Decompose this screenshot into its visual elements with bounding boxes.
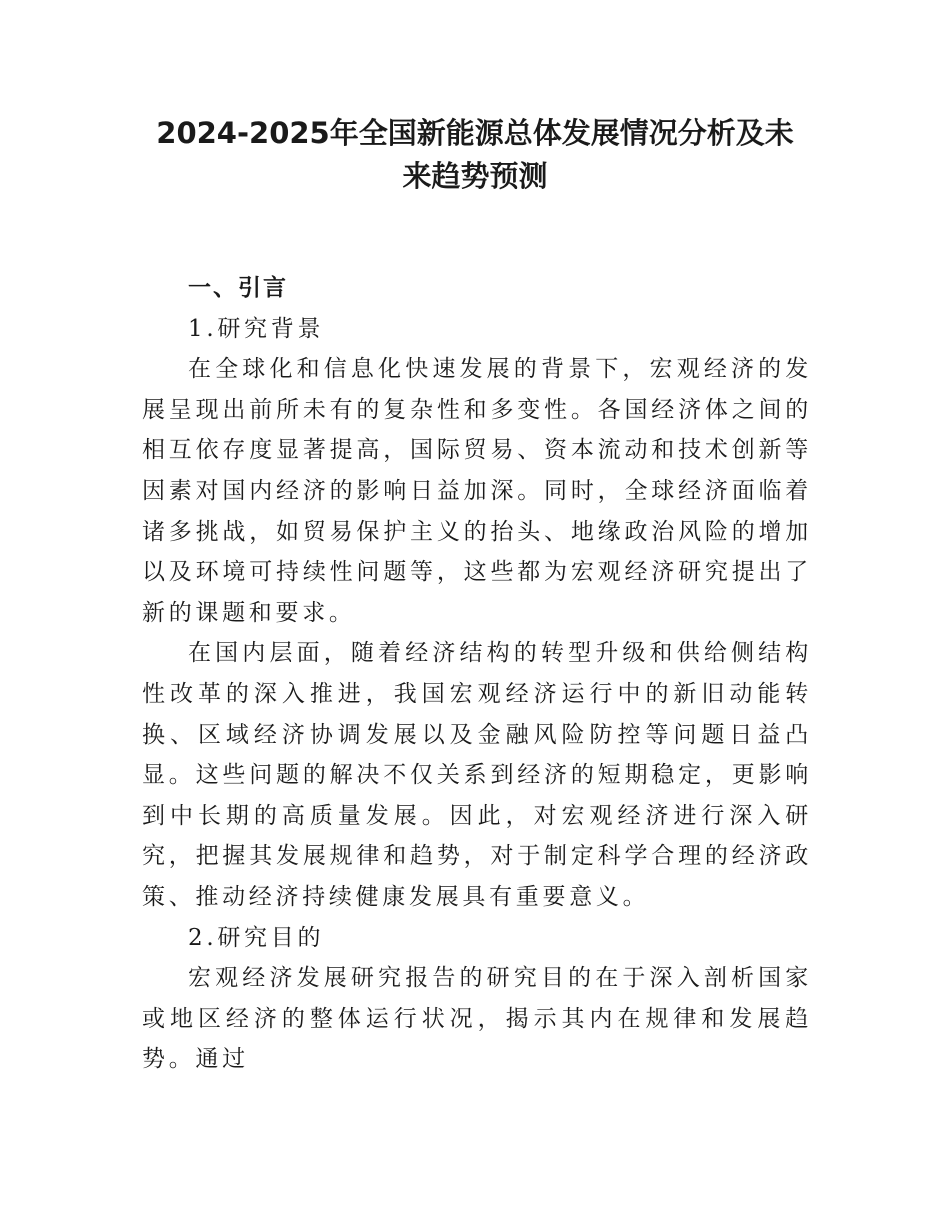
paragraph-background-domestic: 在国内层面，随着经济结构的转型升级和供给侧结构性改革的深入推进，我国宏观经济运行中的新旧动能转换、区域经济协调发展以及金融风险防控等问题日益凸显。这些问题的解决不仅关系到经济的短期稳定，更影响到中长期的高质量发展。因此，对宏观经济进行深入研究，把握其发展规律和趋势，对于制定科学合理的经济政策、推动经济持续健康发展具有重要意义。: [142, 640, 812, 910]
paragraph-research-purpose: 宏观经济发展研究报告的研究目的在于深入剖析国家或地区经济的整体运行状况，揭示其内在规律和发展趋势。通过: [142, 965, 812, 1073]
paragraph-background-global: 在全球化和信息化快速发展的背景下，宏观经济的发展呈现出前所未有的复杂性和多变性。各国经济体之间的相互依存度显著提高，国际贸易、资本流动和技术创新等因素对国内经济的影响日益加深。同时，全球经济面临着诸多挑战，如贸易保护主义的抬头、地缘政治风险的增加以及环境可持续性问题等，这些都为宏观经济研究提出了新的课题和要求。: [142, 356, 812, 626]
document-title: [140, 112, 810, 198]
subsection-heading-research-purpose: 2.研究目的: [188, 924, 325, 951]
section-heading-introduction: 一、引言: [188, 275, 288, 301]
document-title-line-1: 2024-2025年全国新能源总体发展情况分析及未: [156, 116, 794, 150]
document-body: [142, 268, 812, 1080]
document-title-line-2: 来趋势预测: [402, 159, 548, 193]
subsection-heading-research-background: 1.研究背景: [188, 315, 325, 342]
